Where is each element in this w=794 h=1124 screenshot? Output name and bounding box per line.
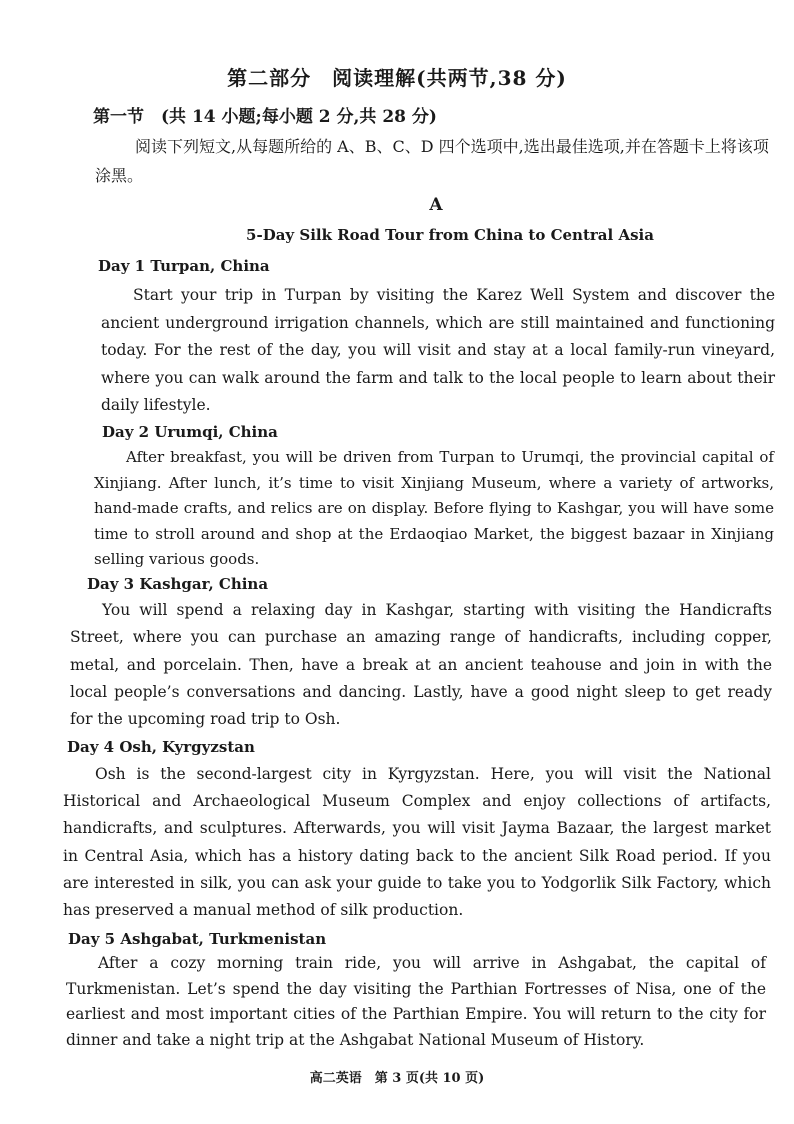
passage-letter: A (429, 195, 443, 215)
day-4-body: Osh is the second-largest city in Kyrgyzstan. Here, you will visit the National Historical and Archaeological Museum Complex and enjoy collections of artifacts, handicrafts, and sculptures. Afterwards, you will visit Jayma Bazaar, the largest market in Central Asia, which has a history dating back to the ancient Silk Road period. If you are interested in silk, you can ask your guide to take you to Yodgorlik Silk Factory, which has preserved a manual method of silk production. (63, 765, 771, 920)
day-2-body: After breakfast, you will be driven from Turpan to Urumqi, the provincial capital of Xinjiang. After lunch, it’s time to visit Xinjiang Museum, where a variety of artworks, hand-made crafts, and relics are on display. Before flying to Kashgar, you will have some time to stroll around and shop at the Erdaoqiao Market, the biggest bazaar in Xinjiang selling various goods. (94, 448, 774, 568)
day-5-body: After a cozy morning train ride, you will arrive in Ashgabat, the capital of Turkmenistan. Let’s spend the day visiting the Parthian Fortresses of Nisa, one of the earliest and most important cities of the Parthian Empire. You will return to the city for dinner and take a night trip at the Ashgabat National Museum of History. (66, 954, 766, 1049)
day-3-body: You will spend a relaxing day in Kashgar, starting with visiting the Handicrafts Street, where you can purchase an amazing range of handicrafts, including copper, metal, and porcelain. Then, have a break at an ancient teahouse and join in with the local people’s conversations and dancing. Lastly, have a good night sleep to get ready for the upcoming road trip to Osh. (70, 601, 772, 729)
section-title: 第一节 (共 14 小题;每小题 2 分,共 28 分) (93, 107, 437, 127)
instructions: 阅读下列短文,从每题所给的 A、B、C、D 四个选项中,选出最佳选项,并在答题卡上将该项涂黑。 (95, 137, 769, 185)
passage-title: 5-Day Silk Road Tour from China to Central Asia (246, 226, 654, 244)
day-4-heading: Day 4 Osh, Kyrgyzstan (67, 738, 255, 756)
part-title: 第二部分 阅读理解(共两节,38 分) (227, 66, 567, 90)
day-1-heading: Day 1 Turpan, China (98, 257, 270, 275)
day-3-heading: Day 3 Kashgar, China (87, 575, 269, 593)
day-1-body: Start your trip in Turpan by visiting the Karez Well System and discover the ancient underground irrigation channels, which are still maintained and functioning today. For the rest of the day, you will visit and stay at a local family-run vineyard, where you can walk around the farm and talk to the local people to learn about their daily lifestyle. (101, 286, 775, 414)
page-footer: 高二英语 第 3 页(共 10 页) (309, 1071, 485, 1086)
day-2-heading: Day 2 Urumqi, China (102, 423, 278, 441)
day-5-heading: Day 5 Ashgabat, Turkmenistan (68, 930, 327, 948)
